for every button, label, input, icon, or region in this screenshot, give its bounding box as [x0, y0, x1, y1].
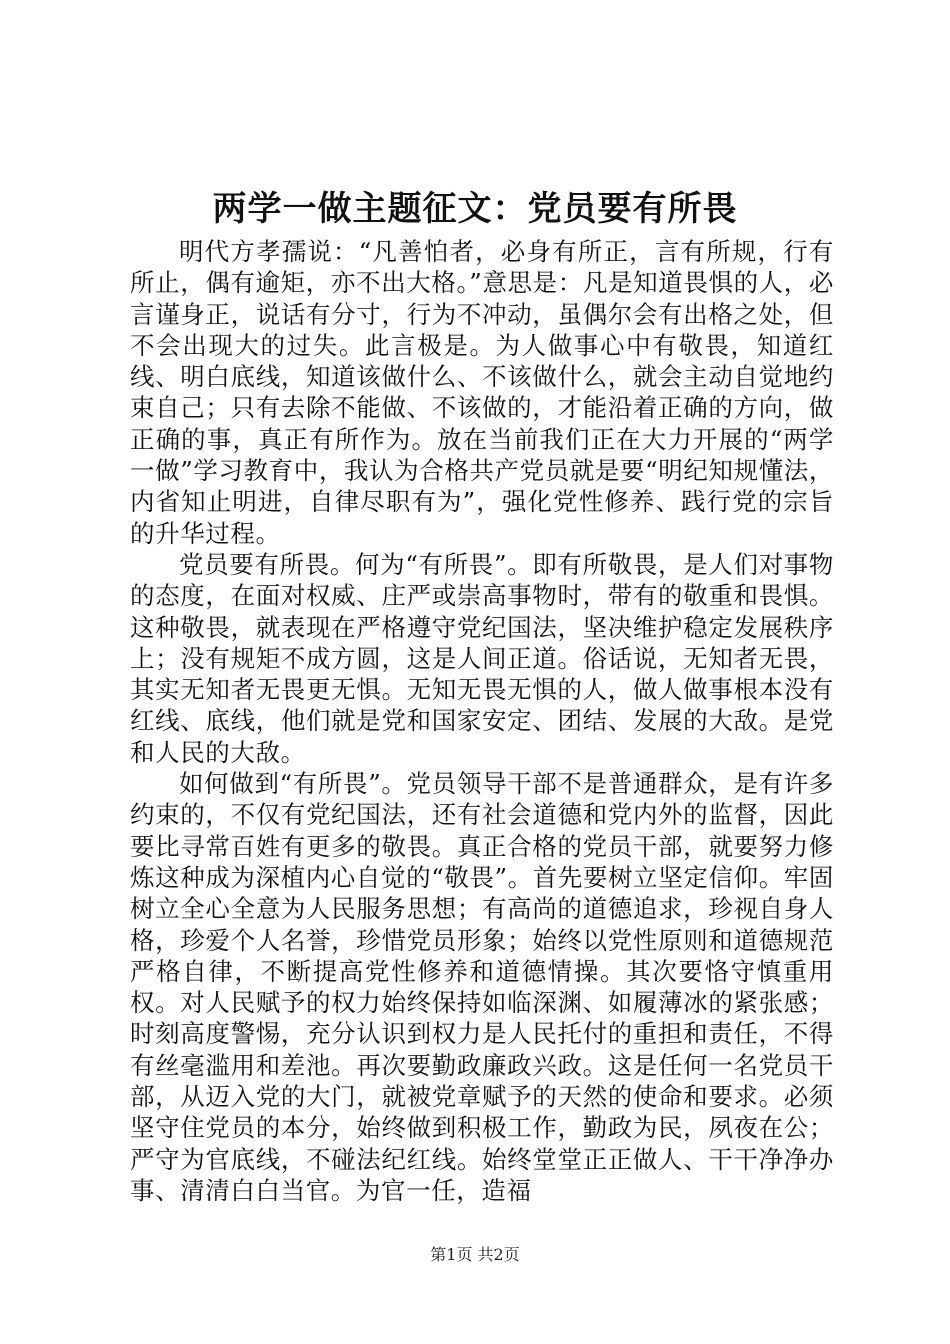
paragraph-1: 明代方孝孺说：“凡善怕者，必身有所正，言有所规，行有所止，偶有逾矩，亦不出大格。”意思是：凡是知道畏惧的人，必言谨身正，说话有分寸，行为不冲动，虽偶尔会有出格之处，但不会出现大的过失。此言极是。为人做事心中有敬畏，知道红线、明白底线，知道该做什么、不该做什么，就会主动自觉地约束自己；只有去除不能做、不该做的，才能沿着正确的方向，做正确的事，真正有所作为。放在当前我们正在大力开展的“两学一做”学习教育中，我认为合格共产党员就是要“明纪知规懂法，内省知止明进，自律尽职有为”，强化党性修养、践行党的宗旨的升华过程。 [130, 237, 834, 548]
document-title: 两学一做主题征文：党员要有所畏 [212, 189, 738, 229]
document-body [130, 236, 834, 1206]
paragraph-3: 如何做到“有所畏”。党员领导干部不是普通群众，是有许多约束的，不仅有党纪国法，还有社会道德和党内外的监督，因此要比寻常百姓有更多的敬畏。真正合格的党员干部，就要努力修炼这种成为深植内心自觉的“敬畏”。首先要树立坚定信仰。牢固树立全心全意为人民服务思想；有高尚的道德追求，珍视自身人格，珍爱个人名誉，珍惜党员形象；始终以党性原则和道德规范严格自律，不断提高党性修养和道德情操。其次要恪守慎重用权。对人民赋予的权力始终保持如临深渊、如履薄冰的紧张感；时刻高度警惕，充分认识到权力是人民托付的重担和责任，不得有丝毫滥用和差池。再次要勤政廉政兴政。这是任何一名党员干部，从迈入党的大门，就被党章赋予的天然的使命和要求。必须坚守住党员的本分，始终做到积极工作，勤政为民，夙夜在公；严守为官底线，不碰法纪红线。始终堂堂正正做人、干干净净办事、清清白白当官。为官一任，造福 [130, 769, 834, 1205]
paragraph-2: 党员要有所畏。何为“有所畏”。即有所敬畏，是人们对事物的态度，在面对权威、庄严或崇高事物时，带有的敬重和畏惧。这种敬畏，就表现在严格遵守党纪国法，坚决维护稳定发展秩序上；没有规矩不成方圆，这是人间正道。俗话说，无知者无畏，其实无知者无畏更无惧。无知无畏无惧的人，做人做事根本没有红线、底线，他们就是党和国家安定、团结、发展的大敌。是党和人民的大敌。 [130, 549, 834, 767]
page-footer: 第1页 共2页 [430, 1245, 520, 1264]
